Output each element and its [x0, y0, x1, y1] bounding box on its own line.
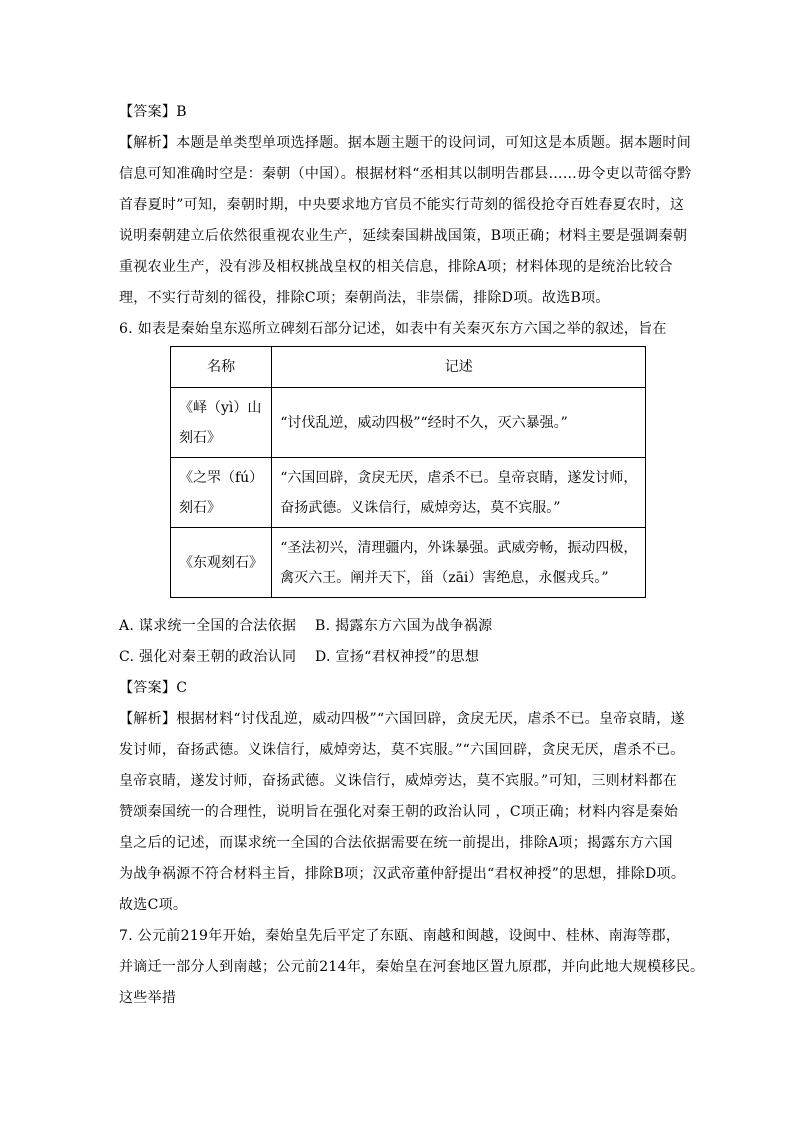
table-cell-record — [272, 388, 646, 458]
cell-text: 《东观刻石》 — [179, 554, 263, 571]
q5-analysis-line: 重视农业生产，没有涉及相权挑战皇权的相关信息，排除A项；材料体现的是统治比较合 — [119, 259, 673, 275]
table-row — [171, 458, 646, 528]
table-row — [171, 528, 646, 598]
q6-answer: 【答案】C — [119, 680, 188, 696]
cell-text: 禽灭六王。阐并天下，甾（zāi）害绝息，永偃戎兵。” — [280, 569, 609, 586]
table-row — [171, 388, 646, 458]
option-d: D. 宣扬“君权神授”的思想 — [315, 649, 480, 665]
q6-analysis-line: 赞颂秦国统一的合理性，说明旨在强化对秦王朝的政治认同 ，C项正确；材料内容是秦始 — [119, 804, 679, 820]
q7-stem-line: 这些举措 — [119, 990, 177, 1006]
option-a: A. 谋求统一全国的合法依据 — [119, 618, 297, 634]
cell-text: 《峄（yì）山 — [179, 399, 262, 416]
q5-analysis-line: 【解析】本题是单类型单项选择题。据本题主题干的设问词，可知这是本质题。据本题时间 — [119, 135, 691, 151]
q7-stem-line: 7. 公元前219年开始，秦始皇先后平定了东瓯、南越和闽越，设闽中、桂林、南海等郡， — [119, 928, 681, 944]
q6-analysis-line: 故选C项。 — [119, 897, 188, 913]
table-header-record: 记述 — [272, 347, 646, 388]
cell-text: 《之罘（fú） — [179, 469, 264, 486]
q7-stem-line: 并谪迁一部分人到南越；公元前214年，秦始皇在河套地区置九原郡，并向此地大规模移民。 — [119, 959, 705, 975]
q6-options-row-1 — [119, 616, 492, 636]
q6-analysis-line: 为战争祸源不符合材料主旨，排除B项；汉武帝董仲舒提出“君权神授”的思想，排除D项。 — [119, 866, 686, 882]
q6-options-row-2 — [119, 647, 479, 667]
option-c: C. 强化对秦王朝的政治认同 — [119, 649, 297, 665]
table-cell-name — [171, 458, 272, 528]
q6-analysis-line: 【解析】根据材料“讨伐乱逆，威动四极”“六国回辟，贪戾无厌，虐杀不已。皇帝哀睛，遂 — [119, 711, 685, 727]
cell-text: “圣法初兴，清理疆内，外诛暴强。武威旁畅，振动四极， — [280, 539, 638, 556]
table-cell-name — [171, 528, 272, 598]
table-cell-name — [171, 388, 272, 458]
inscription-table — [170, 346, 646, 598]
table-cell-record — [272, 528, 646, 598]
q6-analysis-line: 皇之后的记述，而谋求统一全国的合法依据需要在统一前提出，排除A项；揭露东方六国 — [119, 835, 673, 851]
q5-analysis-line: 说明秦朝建立后依然很重视农业生产，延续秦国耕战国策，B项正确；材料主要是强调秦朝 — [119, 228, 688, 244]
q5-analysis-line: 理，不实行苛刻的徭役，排除C项；秦朝尚法，非崇儒，排除D项。故选B项。 — [119, 290, 610, 306]
q6-stem: 6. 如表是秦始皇东巡所立碑刻石部分记述，如表中有关秦灭东方六国之举的叙述，旨在 — [119, 321, 667, 337]
table-cell-record — [272, 458, 646, 528]
q6-analysis-line: 发讨师，奋扬武德。义诛信行，威焯旁达，莫不宾服。”“六国回辟，贪戾无厌，虐杀不已。 — [119, 742, 685, 758]
cell-text: “讨伐乱逆，威动四极”“经时不久，灭六暴强。” — [280, 414, 568, 431]
q5-analysis-line: 信息可知准确时空是：秦朝（中国）。根据材料“丞相其以制明告郡县……毋令吏以苛徭夺黔 — [119, 166, 692, 182]
option-b: B. 揭露东方六国为战争祸源 — [315, 618, 493, 634]
cell-text: 奋扬武德。义诛信行，威焯旁达，莫不宾服。” — [280, 499, 561, 516]
cell-text: 刻石》 — [179, 499, 221, 516]
cell-text: 刻石》 — [179, 429, 221, 446]
table-header-row — [171, 347, 646, 388]
q5-analysis-line: 首春夏时”可知，秦朝时期，中央要求地方官员不能实行苛刻的徭役抢夺百姓春夏农时，这 — [119, 197, 685, 213]
q5-answer: 【答案】B — [119, 104, 187, 120]
table-header-name: 名称 — [171, 347, 272, 388]
q6-analysis-line: 皇帝哀睛，遂发讨师，奋扬武德。义诛信行，威焯旁达，莫不宾服。”可知，三则材料都在 — [119, 773, 678, 789]
cell-text: “六国回辟，贪戾无厌，虐杀不已。皇帝哀睛，遂发讨师， — [280, 469, 638, 486]
